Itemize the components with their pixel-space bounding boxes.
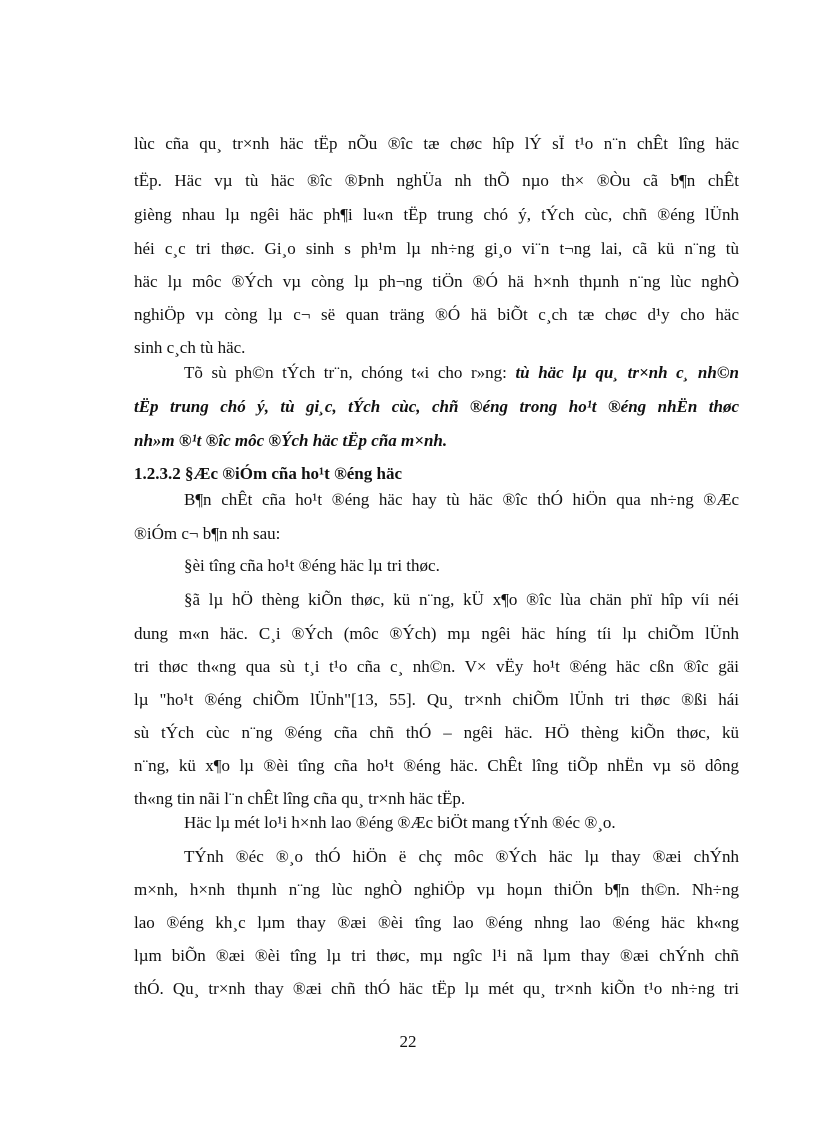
- paragraph-line: m×nh, h×nh thµnh n¨ng lùc nghÒ nghiÖp vµ hoµn thiÖn b¶n th©n. Nh÷ng: [134, 880, 739, 899]
- paragraph-line: lùc cña qu¸ tr×nh häc tËp nÕu ®îc tæ chøc hîp lÝ sÏ t¹o n¨n chÊt lîng häc: [134, 134, 739, 153]
- paragraph-line: Häc lµ mét lo¹i h×nh lao ®éng ®Æc biÖt mang tÝnh ®éc ®¸o.: [184, 813, 616, 832]
- paragraph-line: lao ®éng kh¸c lµm thay ®æi ®èi tîng lao ®éng nhng lao ®éng häc kh«ng: [134, 913, 739, 932]
- paragraph-line: sinh c¸ch tù häc.: [134, 338, 246, 357]
- definition-emphasis: tù häc lµ qu¸ tr×nh c¸ nh©n: [515, 363, 739, 382]
- paragraph-line: gièng nhau lµ ngêi häc ph¶i lu«n tËp trung chó ý, tÝch cùc, chñ ®éng lÜnh: [134, 205, 739, 224]
- paragraph-line: §èi tîng cña ho¹t ®éng häc lµ tri thøc.: [184, 556, 440, 575]
- page-number: 22: [399, 1032, 417, 1051]
- paragraph-line: B¶n chÊt cña ho¹t ®éng häc hay tù häc ®îc thÓ hiÖn qua nh÷ng ®Æc: [184, 490, 739, 509]
- conclusion-lead: Tõ sù ph©n tÝch tr¨n, chóng t«i cho r»ng:: [184, 363, 516, 382]
- paragraph-line: §ã lµ hÖ thèng kiÕn thøc, kü n¨ng, kÜ x¶o ®îc lùa chän phï hîp víi néi: [184, 590, 739, 609]
- paragraph-line: n¨ng, kü x¶o lµ ®èi tîng cña ho¹t ®éng häc. ChÊt lîng tiÕp nhËn vµ sö dông: [134, 756, 739, 775]
- paragraph-line: dung m«n häc. C¸i ®Ých (môc ®Ých) mµ ngêi häc híng tíi lµ chiÕm lÜnh: [134, 624, 739, 643]
- paragraph-line: nghiÖp vµ còng lµ c¬ së quan träng ®Ó hä biÕt c¸ch tæ chøc d¹y cho häc: [134, 305, 739, 324]
- paragraph-line: lµ "ho¹t ®éng chiÕm lÜnh"[13, 55]. Qu¸ tr×nh chiÕm lÜnh tri thøc ®ßi hái: [134, 690, 739, 709]
- paragraph-line: häc lµ môc ®Ých vµ còng lµ ph¬ng tiÖn ®Ó hä h×nh thµnh n¨ng lùc nghÒ: [134, 272, 739, 291]
- paragraph-line: thÓ. Qu¸ tr×nh thay ®æi chñ thÓ häc tËp lµ mét qu¸ tr×nh kiÕn t¹o nh÷ng tri: [134, 979, 739, 998]
- paragraph-line: tri thøc th«ng qua sù t¸i t¹o cña c¸ nh©n. V× vËy ho¹t ®éng häc cßn ®îc gäi: [134, 657, 739, 676]
- section-heading: 1.2.3.2 §Æc ®iÓm cña ho¹t ®éng häc: [134, 464, 403, 483]
- paragraph-line: sù tÝch cùc n¨ng ®éng cña chñ thÓ – ngêi häc. HÖ thèng kiÕn thøc, kü: [134, 723, 739, 742]
- paragraph-line: [184, 363, 739, 383]
- paragraph-line: lµm biÕn ®æi ®èi tîng lµ tri thøc, mµ ngîc l¹i nã lµm thay ®æi chÝnh chñ: [134, 946, 739, 965]
- paragraph-line: héi c¸c tri thøc. Gi¸o sinh s ph¹m lµ nh÷ng gi¸o vi¨n t¬ng lai, cã kü n¨ng tù: [134, 239, 739, 258]
- definition-line: nh»m ®¹t ®îc môc ®Ých häc tËp cña m×nh.: [134, 431, 448, 450]
- paragraph-line: TÝnh ®éc ®¸o thÓ hiÖn ë chç môc ®Ých häc lµ thay ®æi chÝnh: [184, 847, 739, 866]
- paragraph-line: tËp. Häc vµ tù häc ®îc ®Þnh nghÜa nh thÕ nµo th× ®Òu cã b¶n chÊt: [134, 171, 739, 190]
- paragraph-line: ®iÓm c¬ b¶n nh sau:: [134, 524, 281, 543]
- paragraph-line: th«ng tin nãi l¨n chÊt lîng cña qu¸ tr×nh häc tËp.: [134, 789, 466, 808]
- definition-line: tËp trung chó ý, tù gi¸c, tÝch cùc, chñ ®éng trong ho¹t ®éng nhËn thøc: [134, 397, 739, 416]
